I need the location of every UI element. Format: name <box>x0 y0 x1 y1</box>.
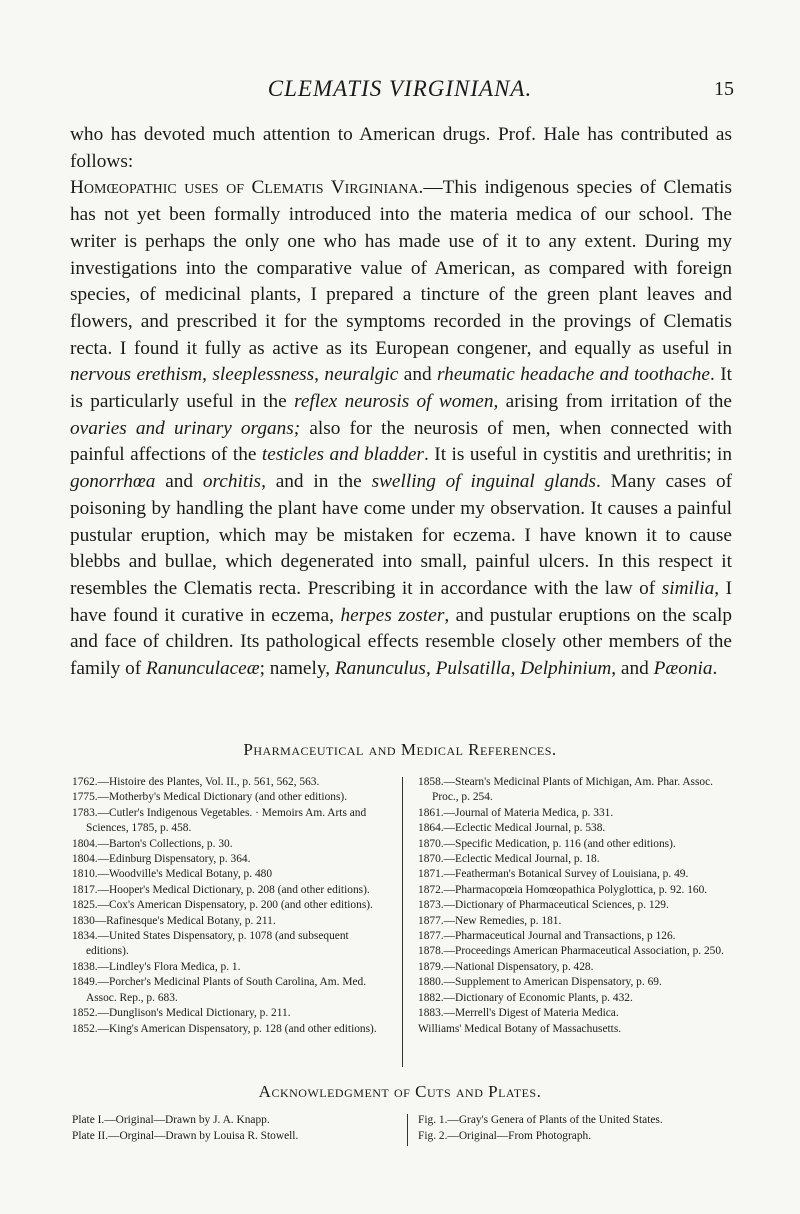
reference-entry: 1873.—Dictionary of Pharmaceutical Sciences, p. 129. <box>418 899 669 912</box>
reference-entry: 1783.—Cutler's Indigenous Vegetables. · Memoirs Am. Arts and Sciences, 1785, p. 458. <box>72 806 367 835</box>
text-run: , <box>202 364 213 386</box>
text-run: also for the neurosis of men, when connected with painful affections of the <box>70 417 733 466</box>
italic-term: gonorrhœa <box>70 471 156 493</box>
reference-entry: 1877.—Pharmaceutical Journal and Transactions, p 126. <box>418 930 676 943</box>
running-title: CLEMATIS VIRGINIANA. <box>267 76 533 101</box>
italic-term: reflex neurosis of women <box>294 391 494 413</box>
text-run: . Many cases of poisoning by handling the plant have come under my observation. It causes a painful pustular eruption, which may be mistaken for eczema. I have known it to cause blebbs and bullae, which degenerated into small, painful ulcers. In this respect it resembles the Clematis recta. Prescribing it in accordance with the law of <box>70 471 733 599</box>
italic-term: testicles and bladder <box>261 444 424 466</box>
acknowledgment-heading: Acknowledgment of Cuts and Plates. <box>258 1082 542 1101</box>
reference-entry: 1880.—Supplement to American Dispensatory, p. 69. <box>418 976 662 989</box>
reference-entry: 1852.—King's American Dispensatory, p. 128 (and other editions). <box>72 1022 377 1035</box>
references-heading: Pharmaceutical and Medical References. <box>243 740 557 759</box>
reference-entry: 1830—Rafinesque's Medical Botany, p. 211. <box>72 914 276 927</box>
acknowledgment-right-column <box>418 1112 728 1144</box>
reference-entry: 1849.—Porcher's Medicinal Plants of South Carolina, Am. Med. Assoc. Rep., p. 683. <box>72 976 367 1004</box>
main-paragraph <box>70 175 732 682</box>
acknowledgment-left-column <box>72 1112 382 1144</box>
reference-entry: 1834.—United States Dispensatory, p. 1078 (and subsequent editions). <box>72 930 349 958</box>
reference-entry: 1858.—Stearn's Medicinal Plants of Michigan, Am. Phar. Assoc. Proc., p. 254. <box>418 776 714 804</box>
text-run: , and pustular eruptions on the scalp and face of children. Its pathological effects resemble closely other members of the family of <box>70 604 732 680</box>
italic-term: swelling of inguinal glands <box>371 471 596 493</box>
italic-term: similia <box>661 577 715 599</box>
reference-entry: 1810.—Woodville's Medical Botany, p. 480 <box>72 868 273 881</box>
italic-term: neuralgic <box>324 364 399 386</box>
reference-entry: 1882.—Dictionary of Economic Plants, p. 432. <box>418 991 633 1004</box>
reference-entry: 1864.—Eclectic Medical Journal, p. 538. <box>418 822 606 835</box>
italic-term: ovaries and urinary organs; <box>70 417 301 439</box>
italic-term: orchitis <box>202 471 262 493</box>
reference-entry: 1870.—Specific Medication, p. 116 (and other editions). <box>418 837 676 850</box>
reference-entry: 1871.—Featherman's Botanical Survey of Louisiana, p. 49. <box>418 868 689 881</box>
reference-entry: 1870.—Eclectic Medical Journal, p. 18. <box>418 853 600 866</box>
body-text <box>70 122 732 683</box>
italic-term: Ranunculus <box>334 658 426 680</box>
references-left-column <box>72 775 382 1037</box>
reference-entry: 1879.—National Dispensatory, p. 428. <box>418 960 594 973</box>
text-run: ; namely, <box>259 658 335 680</box>
reference-entry: 1872.—Pharmacopœia Homœopathica Polyglottica, p. 92. 160. <box>418 883 708 896</box>
reference-entry: 1852.—Dunglison's Medical Dictionary, p. 211. <box>72 1007 291 1020</box>
plate-credit: Plate II.—Orginal—Drawn by Louisa R. Stowell. <box>72 1130 299 1142</box>
italic-term: rheumatic headache and toothache <box>437 364 710 386</box>
column-divider <box>402 777 403 1067</box>
text-run: and <box>398 364 438 386</box>
reference-entry: Williams' Medical Botany of Massachusetts. <box>418 1022 622 1035</box>
reference-entry: 1877.—New Remedies, p. 181. <box>418 914 562 927</box>
column-divider <box>407 1114 408 1146</box>
text-run: , and in the <box>261 471 372 493</box>
text-run: , I have found it curative in eczema, <box>70 577 733 626</box>
italic-term: sleeplessness <box>212 364 315 386</box>
text-run: , <box>425 658 436 680</box>
plate-credit: Plate I.—Original—Drawn by J. A. Knapp. <box>72 1114 270 1126</box>
italic-term: Pæonia <box>653 658 713 680</box>
reference-entry: 1804.—Barton's Collections, p. 30. <box>72 837 233 850</box>
lead-in: Homœopathic uses of Clematis Virginiana. <box>70 177 424 199</box>
text-run: —This indigenous species of Clematis has not yet been formally introduced into the materia medica of our school. The writer is perhaps the only one who has made use of it to any extent. During my investigations into the comparative value of American, as compared with foreign species, of medicinal plants, I prepared a tincture of the green plant leaves and flowers, and prescribed it for the symptoms recorded in the provings of Clematis recta. I found it fully as active as its European congener, and equally as useful in <box>70 177 733 359</box>
italic-term: Delphinium <box>520 658 612 680</box>
figure-credit: Fig. 1.—Gray's Genera of Plants of the United States. <box>418 1114 663 1126</box>
reference-entry: 1762.—Histoire des Plantes, Vol. II., p. 561, 562, 563. <box>72 776 320 788</box>
reference-entry: 1838.—Lindley's Flora Medica, p. 1. <box>72 960 241 973</box>
text-run: . It is particularly useful in the <box>70 364 733 413</box>
reference-entry: 1878.—Proceedings American Pharmaceutical Association, p. 250. <box>418 945 724 958</box>
page-header <box>0 76 800 106</box>
reference-entry: 1775.—Motherby's Medical Dictionary (and other editions). <box>72 791 348 804</box>
text-run: . It is useful in cystitis and urethritis; in <box>423 444 732 466</box>
reference-entry: 1825.—Cox's American Dispensatory, p. 200 (and other editions). <box>72 899 373 912</box>
italic-term: Pulsatilla <box>435 658 511 680</box>
reference-entry: 1861.—Journal of Materia Medica, p. 331. <box>418 806 614 819</box>
italic-term: herpes zoster <box>340 604 445 626</box>
reference-entry: 1883.—Merrell's Digest of Materia Medica. <box>418 1007 619 1020</box>
intro-paragraph: who has devoted much attention to American drugs. Prof. Hale has contributed as follows: <box>70 124 732 172</box>
page-number: 15 <box>714 78 734 100</box>
italic-term: Ranunculaceæ <box>146 658 260 680</box>
italic-term: nervous erethism <box>70 364 203 386</box>
text-run: , and <box>611 658 654 680</box>
text-run: , <box>314 364 325 386</box>
text-run: , <box>510 658 521 680</box>
figure-credit: Fig. 2.—Original—From Photograph. <box>418 1130 592 1142</box>
text-run: and <box>155 471 203 493</box>
text-run: , arising from irritation of the <box>493 391 732 413</box>
reference-entry: 1817.—Hooper's Medical Dictionary, p. 208 (and other editions). <box>72 883 370 896</box>
reference-entry: 1804.—Edinburg Dispensatory, p. 364. <box>72 853 251 866</box>
references-right-column <box>418 775 728 1037</box>
references-list <box>72 775 728 1065</box>
text-run: . <box>712 658 718 680</box>
acknowledgment-list <box>72 1112 728 1152</box>
